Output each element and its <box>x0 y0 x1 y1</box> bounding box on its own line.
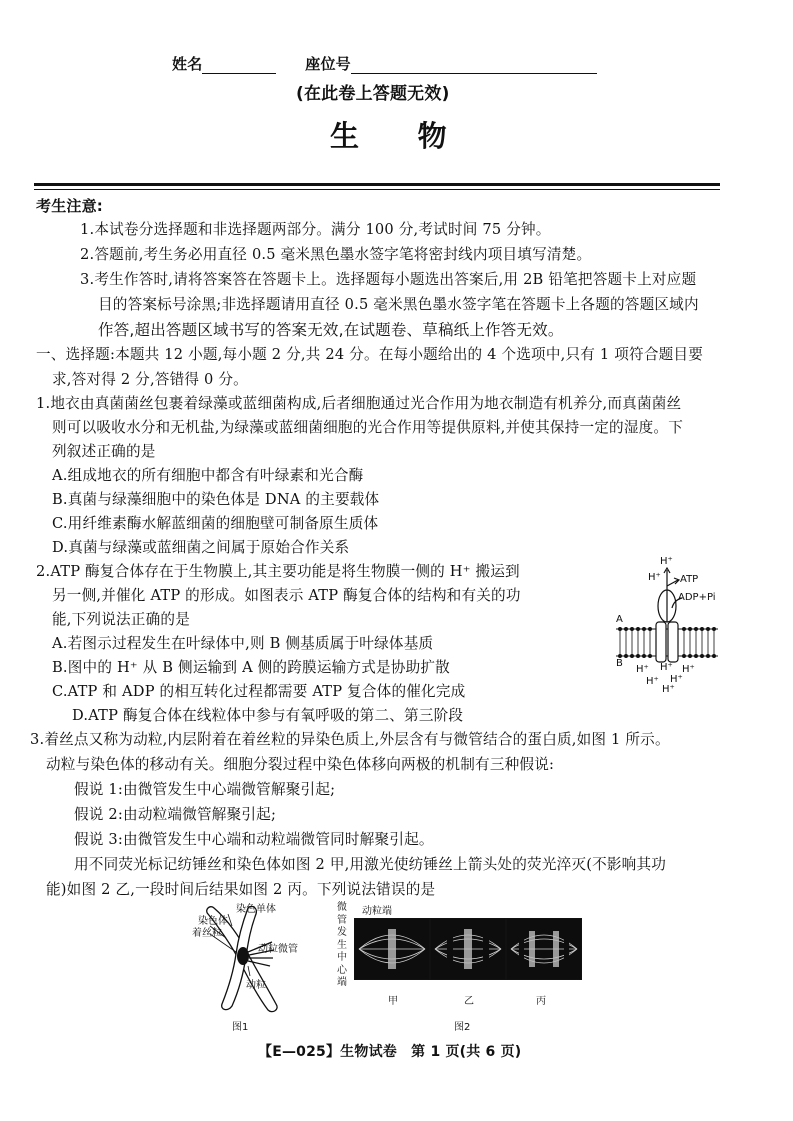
option-d: D.真菌与绿藻或蓝细菌之间属于原始合作关系 <box>52 539 350 556</box>
kinetochore-end-label: 动粒端 <box>362 906 392 917</box>
chromosome-label: 染色体 <box>198 916 228 927</box>
experiment-text: 能)如图 2 乙,一段时间后结果如图 2 丙。下列说法错误的是 <box>46 881 436 898</box>
mt-origin-label <box>336 902 348 990</box>
side-char: 中 <box>337 952 347 963</box>
question-stem: 列叙述正确的是 <box>52 443 156 460</box>
h-ion-label: H⁺ <box>648 572 661 583</box>
centromere-mark <box>237 947 249 965</box>
seat-label: 座位号 <box>305 55 351 73</box>
name-label: 姓名 <box>172 55 203 73</box>
question-stem: 1.地衣由真菌菌丝包裹着绿藻或蓝细菌构成,后者细胞通过光合作用为地衣制造有机养分,而真菌菌丝 <box>36 395 682 412</box>
panel-label-jia: 甲 <box>388 996 398 1007</box>
figure-1-caption: 图1 <box>232 1022 249 1033</box>
figure-2 <box>334 900 588 1036</box>
notice-title: 考生注意: <box>36 197 103 215</box>
page-footer: 【E—025】生物试卷 第 1 页(共 6 页) <box>258 1044 522 1060</box>
section-heading: 求,答对得 2 分,答错得 0 分。 <box>52 371 248 388</box>
membrane-bilayer <box>616 629 718 656</box>
figure-2-caption: 图2 <box>454 1022 471 1033</box>
side-char: 生 <box>337 939 347 951</box>
question-stem: 动粒与染色体的移动有关。细胞分裂过程中染色体移向两极的机制有三种假说: <box>46 756 555 773</box>
centromere-label: 着丝粒 <box>192 928 222 939</box>
h-ion-label: H⁺ <box>646 676 659 687</box>
adp-label: ADP+Pi <box>678 592 716 603</box>
option-c: C.ATP 和 ADP 的相互转化过程都需要 ATP 复合体的催化完成 <box>52 683 466 700</box>
h-ion-label: H⁺ <box>636 664 649 675</box>
option-c: C.用纤维素酶水解蓝细菌的细胞壁可制备原生质体 <box>52 515 379 532</box>
h-ion-label: H⁺ <box>670 674 683 685</box>
atp-label: ATP <box>680 574 699 585</box>
question-stem: 另一侧,并催化 ATP 的形成。如图表示 ATP 酶复合体的结构和有关的功 <box>52 587 521 604</box>
micrograph-bing <box>506 918 582 980</box>
atp-synthase-complex <box>656 590 678 662</box>
figure-1 <box>188 900 318 1036</box>
side-b-label: B <box>616 658 623 669</box>
micrograph-yi <box>430 918 506 980</box>
chromatid-label: 染色单体 <box>236 904 276 915</box>
option-b: B.图中的 H⁺ 从 B 侧运输到 A 侧的跨膜运输方式是协助扩散 <box>52 659 450 676</box>
option-a: A.组成地衣的所有细胞中都含有叶绿素和光合酶 <box>52 467 364 484</box>
micrograph-jia <box>354 918 430 980</box>
option-d: D.ATP 酶复合体在线粒体中参与有氧呼吸的第二、第三阶段 <box>72 707 464 724</box>
side-char: 端 <box>337 977 347 988</box>
h-ion-label: H⁺ <box>660 556 673 567</box>
name-blank <box>202 57 276 74</box>
panel-label-bing: 丙 <box>536 996 546 1007</box>
header-rule-thick <box>34 183 720 186</box>
question-stem: 2.ATP 酶复合体存在于生物膜上,其主要功能是将生物膜一侧的 H⁺ 搬运到 <box>36 563 520 580</box>
experiment-text: 用不同荧光标记纺锤丝和染色体如图 2 甲,用激光使纺锤丝上箭头处的荧光淬灭(不影响其功 <box>74 856 667 873</box>
invalid-note: (在此卷上答题无效) <box>296 84 450 104</box>
question-stem: 则可以吸收水分和无机盐,为绿藻或蓝细菌细胞的光合作用等提供原料,并使其保持一定的湿度。下 <box>52 419 684 436</box>
name-field <box>172 54 597 74</box>
hypothesis: 假说 2:由动粒端微管解聚引起; <box>74 806 277 823</box>
side-char: 管 <box>337 914 347 926</box>
notice-item: 2.答题前,考生务必用直径 0.5 毫米黑色墨水签字笔将密封线内项目填写清楚。 <box>80 246 592 263</box>
section-heading: 一、选择题:本题共 12 小题,每小题 2 分,共 24 分。在每小题给出的 4 个选项中,只有 1 项符合题目要 <box>36 346 703 363</box>
kinetochore-label: 动粒 <box>246 980 266 991</box>
header-rule-thin <box>34 189 720 190</box>
question-stem: 3.着丝点又称为动粒,内层附着在着丝粒的异染色质上,外层含有与微管结合的蛋白质,如图 1 所示。 <box>30 731 670 748</box>
atp-synthase-figure <box>612 556 722 696</box>
notice-item: 1.本试卷分选择题和非选择题两部分。满分 100 分,考试时间 75 分钟。 <box>80 221 551 238</box>
hypothesis: 假说 1:由微管发生中心端微管解聚引起; <box>74 781 336 798</box>
notice-item: 3.考生作答时,请将答案答在答题卡上。选择题每小题选出答案后,用 2B 铅笔把答题卡上对应题 <box>80 271 697 288</box>
question-stem: 能,下列说法正确的是 <box>52 611 190 628</box>
side-char: 心 <box>337 964 347 976</box>
atp-synthase-diagram <box>612 556 722 696</box>
h-ion-label: H⁺ <box>662 684 675 695</box>
h-ion-label: H⁺ <box>682 664 695 675</box>
notice-item: 作答,超出答题区域书写的答案无效,在试题卷、草稿纸上作答无效。 <box>98 321 564 339</box>
page-title: 生 物 <box>330 119 447 153</box>
hypothesis: 假说 3:由微管发生中心端和动粒端微管同时解聚引起。 <box>74 831 434 848</box>
notice-item: 目的答案标号涂黑;非选择题请用直径 0.5 毫米黑色墨水签字笔在答题卡上各题的答题区域内 <box>98 296 699 313</box>
side-a-label: A <box>616 614 623 625</box>
side-char: 微 <box>337 902 347 913</box>
kinetochore-mt-label: 动粒微管 <box>258 944 298 955</box>
option-b: B.真菌与绿藻细胞中的染色体是 DNA 的主要载体 <box>52 491 380 508</box>
panel-label-yi: 乙 <box>464 996 474 1007</box>
seat-blank <box>351 57 597 74</box>
side-char: 发 <box>337 927 347 938</box>
h-ion-label: H⁺ <box>660 662 673 673</box>
option-a: A.若图示过程发生在叶绿体中,则 B 侧基质属于叶绿体基质 <box>52 635 434 652</box>
